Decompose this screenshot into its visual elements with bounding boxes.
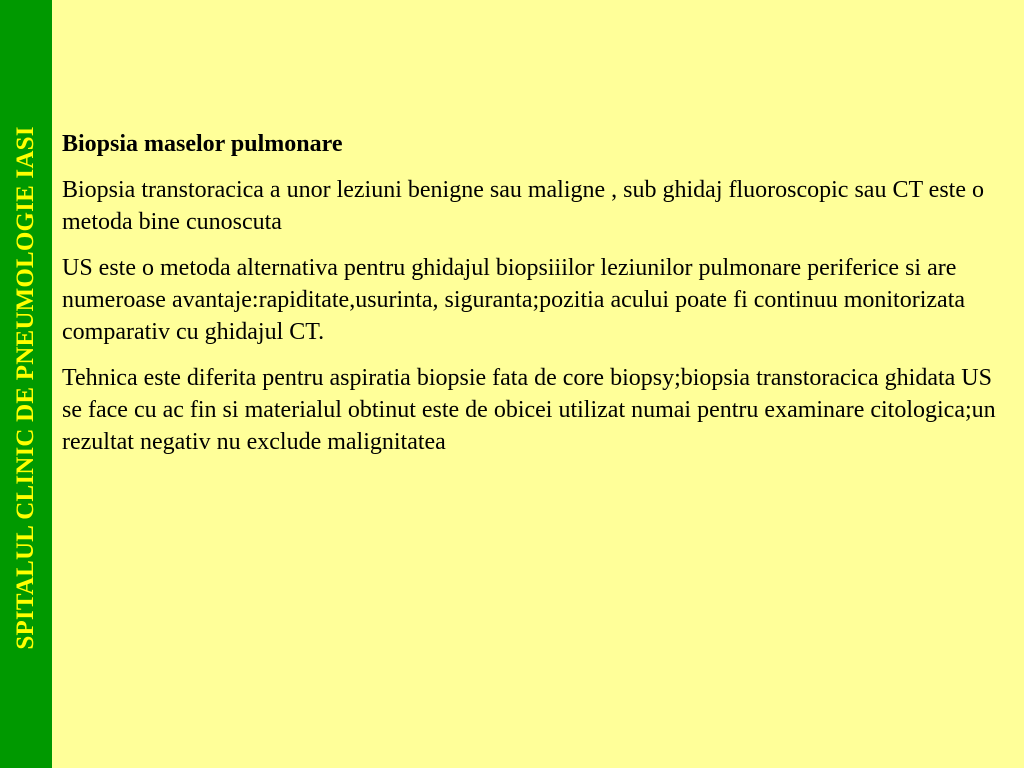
paragraph-technique: Tehnica este diferita pentru aspiratia biopsie fata de core biopsy;biopsia transtoracica ghidata US se face cu ac fin si materialul obtinut este de obicei utilizat numai pentru examinare citologica;un rezultat negativ nu exclude malignitatea xyxy=(62,365,996,455)
paragraph-intro: Biopsia transtoracica a unor leziuni benigne sau maligne , sub ghidaj fluoroscopic sau CT este o metoda bine cunoscuta xyxy=(62,177,984,235)
paragraph-us-method: US este o metoda alternativa pentru ghidajul biopsiiilor leziunilor pulmonare periferice si are numeroase avantaje:rapiditate,usurinta, siguranta;pozitia acului poate fi continuu monitorizata comparativ cu ghidajul CT. xyxy=(62,255,966,345)
slide-heading: Biopsia maselor pulmonare xyxy=(62,131,343,157)
sidebar-band xyxy=(0,0,52,768)
hospital-name: SPITALUL CLINIC DE PNEUMOLOGIE IASI xyxy=(12,126,39,650)
slide-content xyxy=(62,128,1014,472)
